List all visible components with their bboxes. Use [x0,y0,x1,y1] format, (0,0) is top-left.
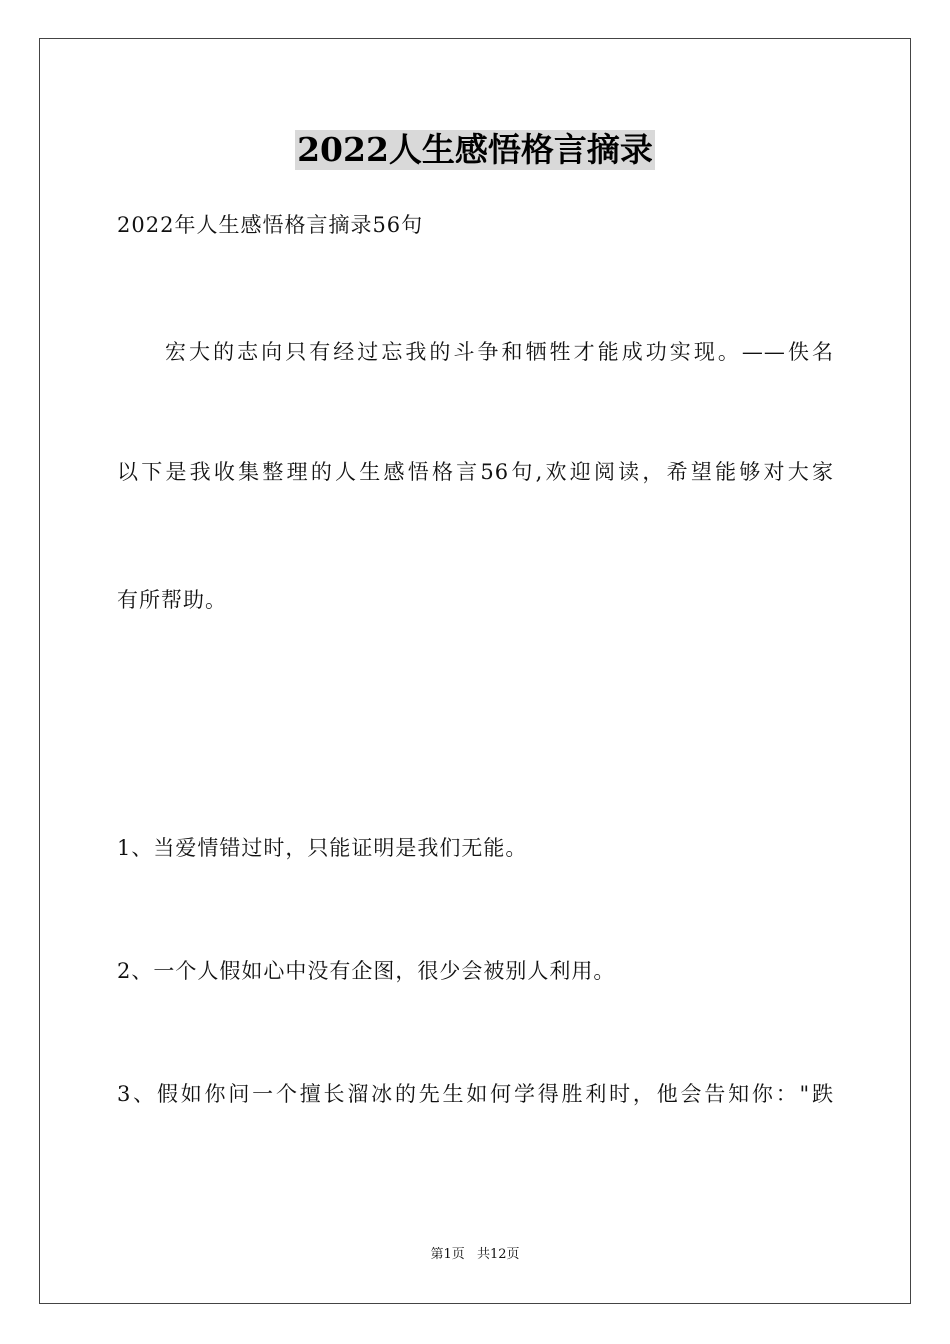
page-footer [0,1246,950,1264]
list-item: 2、一个人假如心中没有企图，很少会被别人利用。 [117,959,616,983]
paragraph-intro-line-1: 以下是我收集整理的人生感悟格言56句,欢迎阅读，希望能够对大家 [117,460,834,484]
paragraph-epigraph: 宏大的志向只有经过忘我的斗争和牺牲才能成功实现。——佚名 [165,340,834,364]
paragraph-intro-line-2: 有所帮助。 [117,588,227,612]
page-total: 共12页 [476,1247,520,1262]
document-subtitle: 2022年人生感悟格言摘录56句 [117,213,424,237]
list-item: 3、假如你问一个擅长溜冰的先生如何学得胜利时，他会告知你："跌 [117,1082,834,1106]
page-number: 第1页 [430,1247,465,1262]
document-title [0,130,950,170]
list-item: 1、当爱情错过时，只能证明是我们无能。 [117,836,528,860]
document-title-text: 2022人生感悟格言摘录 [297,130,653,169]
